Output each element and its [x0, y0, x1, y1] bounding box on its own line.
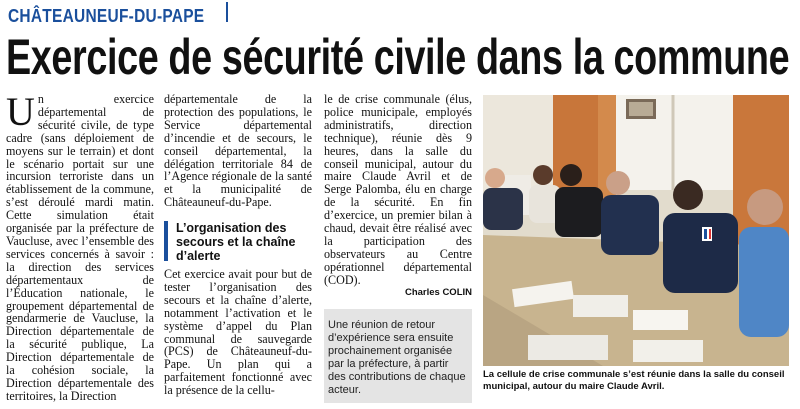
sidebar-note-text: Une réunion de retour d’expérience sera ensuite prochainement organisée par la préfecture, à partir des contributions de chaque acteur. [328, 319, 466, 396]
section-kicker [8, 4, 236, 28]
article-column-2-text: départementale de la protection des populations, le Service départemental d’incendie et de secours, le conseil départemental, la délégation territoriale 84 de l’Agence régionale de la santé et la municipalité de Châteauneuf-du-Pape. [164, 92, 312, 210]
article-headline: Exercice de sécurité civile dans la commune [6, 29, 790, 85]
meeting-photo-illustration [483, 95, 789, 366]
author-byline: Charles COLIN [404, 287, 472, 298]
article-column-3-text: le de crise communale (élus, police municipale, employés administratifs, direction technique), réunie dès 9 heures, dans la salle du conseil municipal, autour du maire Claude Avril et de Serge Palomba, élu en charge de la sécurité. En fin d’exercice, un premier bilan à chaud, devait être réalisé avec la participation des observateurs au Centre opérationnel départemental (COD). [324, 92, 472, 287]
sidebar-note-box [324, 309, 472, 403]
article-column-2-continued [164, 268, 312, 397]
article-column-2b-text: Cet exercice avait pour but de tester l’organisation des secours et la chaîne d’alerte, notamment l’activation et le système d’appel du Plan communal de sauvegarde (PCS) de Châteauneuf-du-Pape. Un plan qui a parfaitement fonctionné avec la présence de la cellu- [164, 267, 312, 398]
subheading-text: L’organisation des secours et la chaîne d’alerte [176, 221, 296, 263]
photo-caption: La cellule de crise communale s’est réunie dans la salle du conseil municipal, autour du maire Claude Avril. [483, 369, 785, 392]
article-column-1-text: n exercice départemental de sécurité civile, de type cadre (sans déploiement de moyens sur le terrain) et dont le scénario portait sur une incursion terroriste dans un établissement de la commune, s’est déroulé mardi matin. Cette simulation était organisée par la préfecture de Vaucluse, avec l’ensemble des services concernés à savoir : la direction des services départementaux de l’Éducation nationale, le groupement départemental de gendarmerie de Vaucluse, la Direction départementale de la sécurité publique, La Direction départementale de la cohésion sociale, la Direction départementale des territoires, la Direction [6, 92, 154, 403]
article-subheading [164, 221, 312, 261]
article-column-1 [6, 89, 154, 403]
article-column-2 [164, 93, 312, 209]
drop-cap: U [6, 89, 35, 134]
article-column-3 [324, 93, 472, 287]
article-photo [483, 95, 789, 366]
kicker-divider [226, 2, 228, 22]
kicker-text: CHÂTEAUNEUF-DU-PAPE [8, 5, 205, 26]
